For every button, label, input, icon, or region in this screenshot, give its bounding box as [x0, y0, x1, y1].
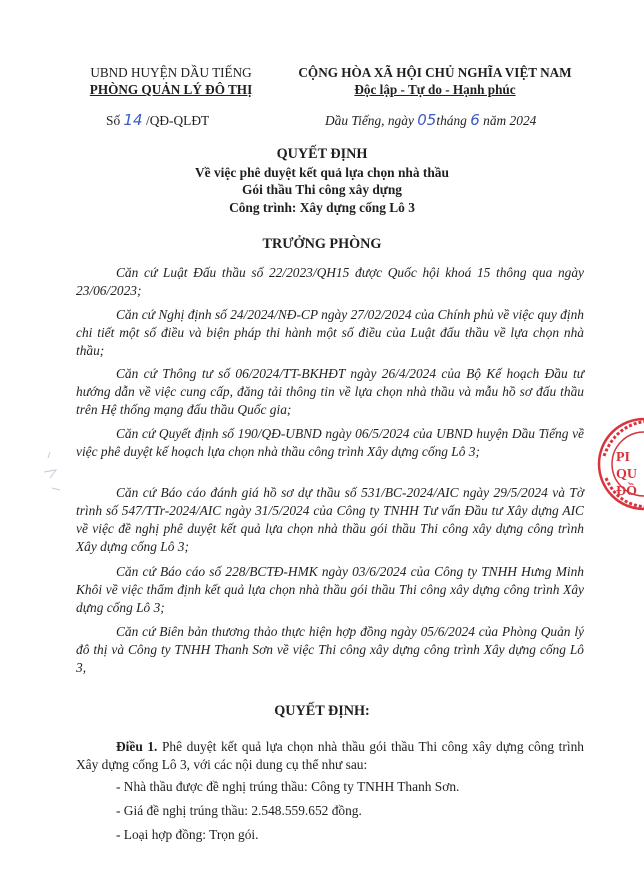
handwritten-month: 6 — [470, 111, 480, 129]
article-1-text: Phê duyệt kết quả lựa chọn nhà thầu gói thầu Thi công xây dựng công trình Xây dựng cống Lô 3, với các nội dung cụ thể như sau: — [76, 739, 584, 772]
national-header — [280, 64, 590, 98]
signer-role: TRƯỞNG PHÒNG — [262, 236, 382, 252]
title-line-1: Về việc phê duyệt kết quả lựa chọn nhà thầu — [195, 164, 449, 180]
number-suffix: /QĐ-QLĐT — [145, 113, 210, 128]
seal-text-line: ĐỒ — [616, 484, 637, 499]
date-year: năm 2024 — [483, 113, 537, 128]
basis-paragraph: Căn cứ Báo cáo đánh giá hồ sơ dự thầu số 531/BC-2024/AIC ngày 29/5/2024 và Tờ trình số 547/TTr-2024/AIC ngày 31/5/2024 của Công ty TNHH Tư vấn Đầu tư Xây dựng AIC về việc đề nghị phê duyệt kết quả lựa chọn nhà thầu gói thầu Thi công xây dựng công trình Xây dựng cống Lô 3; — [76, 485, 584, 554]
basis-paragraph: Căn cứ Thông tư số 06/2024/TT-BKHĐT ngày 26/4/2024 của Bộ Kế hoạch Đầu tư hướng dẫn về việc cung cấp, đăng tải thông tin về lựa chọn nhà thầu và mẫu hồ sơ đấu thầu trên Hệ thống mạng đấu thầu Quốc gia; — [76, 366, 584, 417]
seal-text-line: QU — [616, 467, 637, 482]
issue-date — [325, 111, 536, 129]
date-place: Dầu Tiếng, ngày — [325, 113, 414, 128]
article-1-item: - Loại hợp đồng: Trọn gói. — [116, 827, 259, 842]
handwritten-day: 05 — [417, 111, 437, 129]
decision-heading: QUYẾT ĐỊNH: — [274, 703, 370, 719]
basis-paragraph: Căn cứ Biên bản thương thảo thực hiện hợp đồng ngày 05/6/2024 của Phòng Quản lý đô thị và Công ty TNHH Thanh Sơn về việc Thi công xây dựng công trình Xây dựng cống Lô 3, — [76, 624, 584, 675]
title-line-3: Công trình: Xây dựng cống Lô 3 — [229, 199, 415, 215]
title-line-2: Gói thầu Thi công xây dựng — [242, 182, 402, 197]
basis-paragraph: Căn cứ Báo cáo số 228/BCTĐ-HMK ngày 03/6/2024 của Công ty TNHH Hưng Minh Khôi về việc thẩm định kết quả lựa chọn nhà thầu gói thầu Thi công xây dựng công trình Xây dựng cống Lô 3; — [76, 564, 584, 615]
agency-line-2: PHÒNG QUẢN LÝ ĐÔ THỊ — [89, 82, 253, 97]
date-month-label: tháng — [436, 113, 467, 128]
article-1-label: Điều 1. — [116, 739, 158, 754]
basis-paragraph: Căn cứ Nghị định số 24/2024/NĐ-CP ngày 27/02/2024 của Chính phủ về việc quy định chi tiết một số điều và biện pháp thi hành một số điều của Luật đấu thầu về lựa chọn nhà thầu; — [76, 307, 584, 358]
basis-paragraph: Căn cứ Luật Đấu thầu số 22/2023/QH15 được Quốc hội khoá 15 thông qua ngày 23/06/2023; — [76, 265, 584, 298]
agency-line-1: UBND HUYỆN DẦU TIẾNG — [90, 65, 252, 80]
article-1 — [76, 738, 584, 774]
seal-text-line: PI — [616, 450, 630, 465]
faint-pen-mark-icon — [40, 448, 70, 498]
document-title-block — [0, 146, 644, 216]
article-1-item: - Nhà thầu được đề nghị trúng thầu: Công ty TNHH Thanh Sơn. — [116, 779, 460, 794]
basis-paragraph: Căn cứ Quyết định số 190/QĐ-UBND ngày 06/5/2024 của UBND huyện Dầu Tiếng về việc phê duyệt kế hoạch lựa chọn nhà thầu công trình Xây dựng cống Lô 3; — [76, 426, 584, 459]
issuing-agency — [76, 64, 266, 98]
national-motto: Độc lập - Tự do - Hạnh phúc — [354, 82, 516, 97]
country-name: CỘNG HÒA XÃ HỘI CHỦ NGHĨA VIỆT NAM — [298, 65, 572, 80]
official-seal-icon — [596, 416, 644, 512]
document-type: QUYẾT ĐỊNH — [276, 146, 368, 162]
article-1-item: - Giá đề nghị trúng thầu: 2.548.559.652 đồng. — [116, 803, 362, 818]
document-number — [106, 111, 209, 129]
number-prefix: Số — [106, 113, 121, 128]
handwritten-number: 14 — [123, 111, 143, 129]
